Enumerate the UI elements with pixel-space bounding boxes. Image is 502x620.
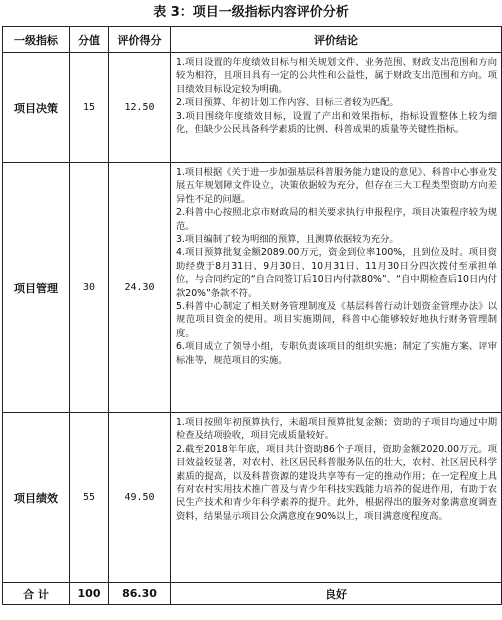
header-score: 分值 [70,27,109,53]
header-conclusion: 评价结论 [171,27,502,53]
total-score: 100 [70,583,109,605]
evaluation-score-cell: 49.50 [109,413,171,583]
conclusion-item: 3.项目编制了较为明细的预算，且测算依据较为充分。 [176,234,399,246]
header-indicator: 一级指标 [3,27,70,53]
conclusion-item: 4.项目预算批复金额2089.00万元，资金到位率100%，且到位及时。项目资助经费于8月31日、9月30日、10月31日、11月30日分四次拨付至承担单位，与合同约定的“自合同签订后10日内付款80%”、“自中期检查后10日内付款20%”条款不符。 [176,247,497,299]
conclusion-item: 2.截至2018年年底，项目共计资助86个子项目，资助金额2020.00万元。项目效益较显著，对农村、社区居民科普服务队伍的壮大，农村、社区居民科学素质的提高，以及科普资源的建设共享等有一定的推动作用；在一定程度上具有对农村实用技术推广普及与青少年科技实践能力培养的促进作用，有助于农民生产技术和青少年科学素养的提升。此外，根据得出的服务对象满意度调查资料，结果显示项目公众满意度在90%以上，项目满意度程度高。 [176,443,497,522]
total-row [3,583,502,605]
total-label: 合 计 [3,583,70,605]
evaluation-table [2,26,502,605]
evaluation-score-cell: 12.50 [109,53,171,163]
header-row [3,27,502,53]
total-evaluation-score: 86.30 [109,583,171,605]
score-cell: 30 [70,163,109,413]
conclusion-item: 2.科普中心按照北京市财政局的相关要求执行申报程序，项目决策程序较为规范。 [176,207,497,232]
indicator-cell: 项目管理 [3,163,70,413]
conclusion-cell [171,53,502,163]
conclusion-item: 2.项目预算、年初计划工作内容、目标三者较为匹配。 [176,97,399,109]
conclusion-item: 1.项目按照年初预算执行，未超项目预算批复金额；资助的子项目均通过中期检查及结项验收，项目完成质量较好。 [176,417,497,442]
table-row-performance [3,413,502,583]
score-cell: 15 [70,53,109,163]
conclusion-item: 6.项目成立了领导小组，专职负责该项目的组织实施；制定了实施方案、评审标准等，规范项目的实施。 [176,341,497,366]
conclusion-cell [171,413,502,583]
indicator-cell: 项目决策 [3,53,70,163]
conclusion-item: 1.项目设置的年度绩效目标与相关规划文件、业务范围、财政支出范围和方向较为相符，且项目具有一定的公共性和公益性，属于财政支出范围和方向。项目绩效目标设定较为明确。 [176,57,497,95]
conclusion-item: 3.项目围绕年度绩效目标，设置了产出和效果指标，指标设置整体上较为细化，但缺少公民具备科学素质的比例、科普成果的质量等关键性指标。 [176,110,497,136]
table-title: 表 3：项目一级指标内容评价分析 [153,5,349,20]
table-row-management [3,163,502,413]
table-row-decision [3,53,502,163]
indicator-cell: 项目绩效 [3,413,70,583]
header-evaluation-score: 评价得分 [109,27,171,53]
evaluation-score-cell: 24.30 [109,163,171,413]
conclusion-item: 5.科普中心制定了相关财务管理制度及《基层科普行动计划资金管理办法》以规范项目资金的使用。项目实施期间，科普中心能够较好地执行财务管理制度。 [176,301,497,339]
conclusion-cell [171,163,502,413]
score-cell: 55 [70,413,109,583]
conclusion-item: 1.项目根据《关于进一步加强基层科普服务能力建设的意见》、科普中心事业发展五年规划障文件设立，决策依据较为充分，但存在三大工程类型资助方向差异性不足的问题。 [176,167,497,205]
total-conclusion: 良好 [171,583,502,605]
